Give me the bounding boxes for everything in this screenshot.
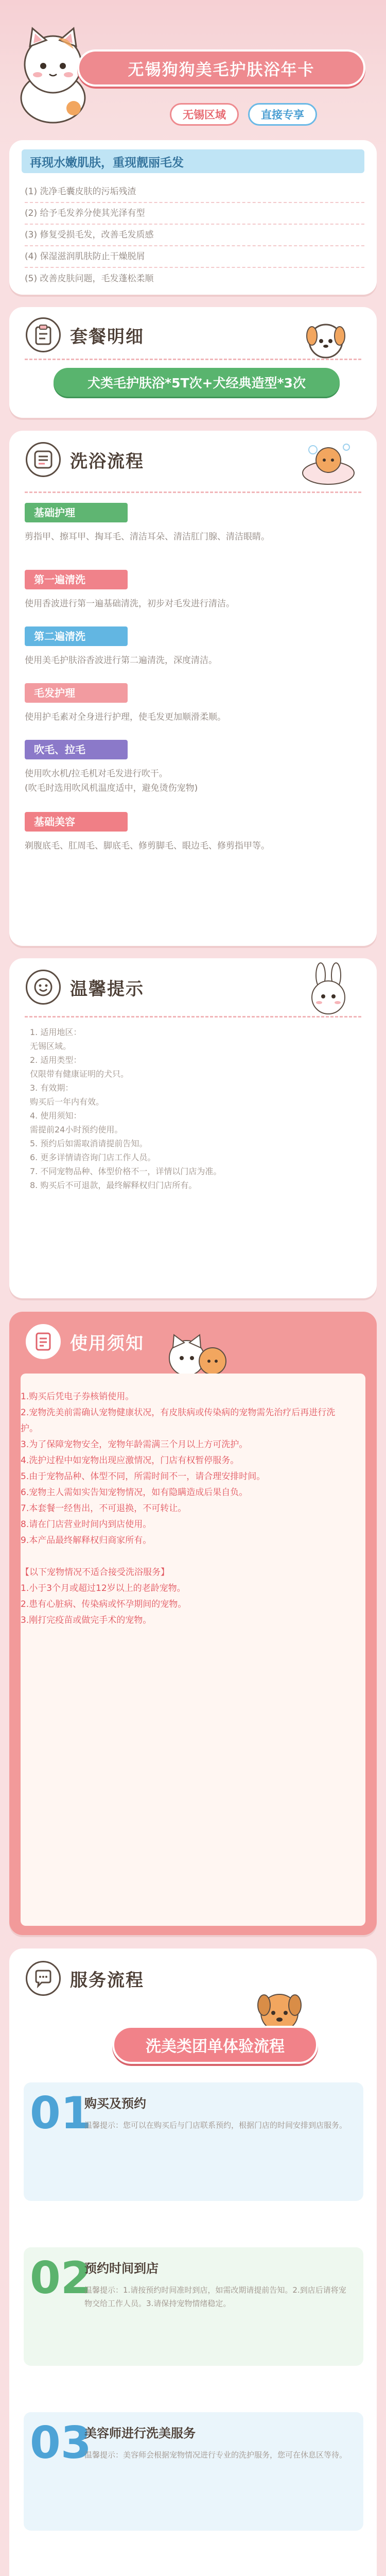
flow-step-label: 基础美容 xyxy=(25,812,128,832)
notice-text: 1.购买后凭电子券核销使用。 2.宠物洗美前需确认宠物健康状况，有皮肤病或传染病的宠物需先治疗后再进行洗护。 3.为了保障宠物安全，宠物年龄需满三个月以上方可洗护。 4.洗护过程中如宠物出现应激情况，门店有权暂停服务。 5.由于宠物品种、体型不同，所需时间不一，请合理安排时间。 6.宠物主人需如实告知宠物情况，如有隐瞒造成后果自负。 7.本套餐一经售出，不可退换，不可转让。 8.请在门店营业时间内到店使用。 9.本产品最终解释权归商家所有。 【以下宠物情况不适合接受洗浴服务】 1.小于3个月或超过12岁以上的老龄宠物。 2.患有心脏病、传染病或怀孕期间的宠物。 3.刚打完疫苗或做完手术的宠物。 xyxy=(21,1392,336,1625)
dog-mascot-icon xyxy=(303,316,349,363)
flow-step-second-wash xyxy=(25,626,364,668)
tag-row xyxy=(170,103,317,126)
document-icon xyxy=(26,1324,61,1359)
step-desc: 温馨提示：美容师会根据宠物情况进行专业的洗护服务，您可在休息区等待。 xyxy=(84,2450,347,2460)
header xyxy=(0,0,386,149)
list-item: (4) 保湿滋润肌肤防止干燥脱屑 xyxy=(25,246,364,268)
flow-step-label: 毛发护理 xyxy=(25,683,128,703)
divider xyxy=(25,492,361,493)
flow-step-drying xyxy=(25,740,364,795)
service-step-02 xyxy=(30,2252,356,2376)
service-step-01 xyxy=(30,2088,356,2211)
bathing-pet-icon xyxy=(297,437,359,488)
washflow-header xyxy=(26,442,144,477)
chat-icon xyxy=(26,1961,61,1996)
bunny-mascot-icon xyxy=(303,962,354,1019)
highlights-list xyxy=(25,181,364,290)
washflow-card xyxy=(9,431,377,946)
flow-step-basic-care xyxy=(25,503,364,544)
flow-step-desc: 使用香波进行第一遍基础清洗，初步对毛发进行清洁。 xyxy=(25,599,235,609)
reminder-card xyxy=(9,958,377,1298)
step-desc: 温馨提示：1.请按预约时间准时到店，如需改期请提前告知。2.到店后请将宠物交给工作人员。3.请保持宠物情绪稳定。 xyxy=(84,2285,346,2308)
highlights-title: 再现水嫩肌肤，重现靓丽毛发 xyxy=(22,149,364,173)
flow-step-grooming xyxy=(25,812,364,853)
flow-step-label: 吹毛、拉毛 xyxy=(25,740,128,759)
washflow-title: 洗浴流程 xyxy=(70,451,144,472)
flow-step-desc: 剃腹底毛、肛周毛、脚底毛、修剪脚毛、眼边毛、修剪指甲等。 xyxy=(25,841,270,851)
package-header xyxy=(26,317,144,352)
package-bar: 犬类毛护肤浴*5T次+犬经典造型*3次 xyxy=(54,368,340,397)
step-number: 03 xyxy=(30,2417,92,2469)
flow-step-label: 基础护理 xyxy=(25,503,128,522)
step-number: 02 xyxy=(30,2252,92,2304)
divider xyxy=(25,1016,361,1018)
exclusive-tag: 直接专享 xyxy=(248,103,317,126)
notice-title: 使用须知 xyxy=(70,1333,144,1354)
pets-peeking-icon xyxy=(164,1327,231,1379)
service-step-03 xyxy=(30,2417,356,2541)
notice-header xyxy=(26,1324,144,1359)
reminder-text: 1. 适用地区： 无锡区域。 2. 适用类型： 仅限带有健康证明的犬只。 3. 有效期： 购买后一年内有效。 4. 使用须知： 需提前24小时预约使用。 5. 预约后如需取消请提前告知。 6. 更多详情请咨询门店工作人员。 7. 不同宠物品种、体型价格不一，详情以门店为准。 8. 购买后不可退款，最终解释权归门店所有。 xyxy=(30,1027,222,1190)
step-title: 美容师进行洗美服务 xyxy=(84,2426,196,2441)
flow-step-desc: 剪指甲、擦耳甲、掏耳毛、清洁耳朵、清洁肛门腺、清洁眼睛。 xyxy=(25,532,270,542)
service-card xyxy=(9,1948,377,2576)
flow-step-label: 第二遍清洗 xyxy=(25,626,128,646)
service-header xyxy=(26,1961,144,1996)
page-title-text: 无锡狗狗美毛护肤浴年卡 xyxy=(128,60,315,79)
step-title: 购买及预约 xyxy=(84,2096,146,2111)
reminder-header xyxy=(26,970,144,1005)
list-item: (1) 洗净毛囊皮肤的污垢残渣 xyxy=(25,181,364,203)
flow-step-desc: 使用美毛护肤浴香波进行第二遍清洗，深度清洁。 xyxy=(25,655,217,666)
smile-icon xyxy=(26,970,61,1005)
flow-step-first-wash xyxy=(25,570,364,611)
service-banner: 洗美类团单体验流程 xyxy=(112,2026,318,2064)
step-number: 01 xyxy=(30,2088,92,2139)
list-item: (2) 给予毛发养分使其光泽有型 xyxy=(25,203,364,225)
step-desc: 温馨提示：您可以在购买后与门店联系预约，根据门店的时间安排到店服务。 xyxy=(84,2121,347,2130)
region-tag: 无锡区域 xyxy=(170,103,239,126)
page-title xyxy=(77,49,365,87)
clipboard-icon xyxy=(26,317,61,352)
step-title: 预约时间到店 xyxy=(84,2261,159,2276)
flow-step-desc: 使用吹水机/拉毛机对毛发进行吹干。 (吹毛时选用吹风机温度适中，避免烫伤宠物) xyxy=(25,769,198,793)
flow-step-desc: 使用护毛素对全身进行护理，使毛发更加顺滑柔顺。 xyxy=(25,712,226,722)
package-title: 套餐明细 xyxy=(70,326,144,347)
list-item: (3) 修复受损毛发，改善毛发质感 xyxy=(25,225,364,246)
flow-step-label: 第一遍清洗 xyxy=(25,570,128,589)
package-card xyxy=(9,307,377,418)
reminder-title: 温馨提示 xyxy=(70,978,144,999)
divider xyxy=(25,359,361,360)
highlights-card xyxy=(9,140,377,295)
list-item: (5) 改善皮肤问题，毛发蓬松柔顺 xyxy=(25,274,154,284)
service-title: 服务流程 xyxy=(70,1970,144,1991)
flow-step-hair-care xyxy=(25,683,364,724)
list-icon xyxy=(26,442,61,477)
